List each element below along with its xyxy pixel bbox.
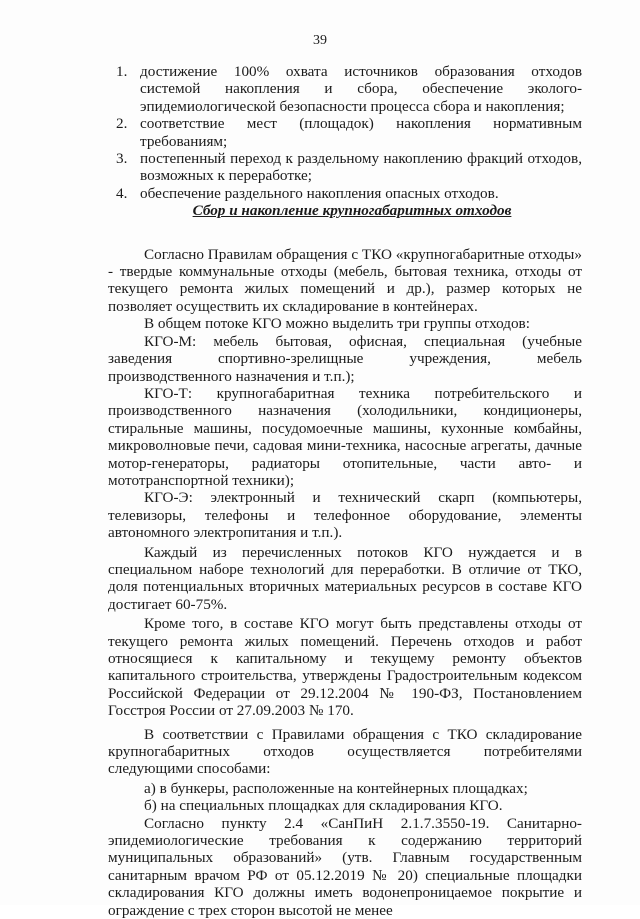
list-item [108,150,582,185]
paragraph-kgo-t: КГО-Т: крупногабаритная техника потребительского и производственного назначения (холодильники, кондиционеры, стиральные машины, посудомоечные машины, кухонные комбайны, микроволновые печи, садовая мини-техника, насосные агрегаты, дачные мотор-генераторы, радиаторы отопительные, части авто- и мототранспортной техники); [108,384,582,489]
paragraph-option-a: а) в бункеры, расположенные на контейнерных площадках; [144,779,528,797]
spacer [108,220,582,246]
list-item-text: обеспечение раздельного накопления опасных отходов. [140,184,499,202]
list-item-number: 2. [116,115,128,133]
numbered-list [108,63,582,202]
list-item-number: 4. [116,184,128,202]
list-item [108,115,582,150]
page-content [108,63,582,919]
paragraph-kgo-e: КГО-Э: электронный и технический скарп (компьютеры, телевизоры, телефоны и телефонное оборудование, элементы автономного электропитания и т.п.). [108,489,582,542]
paragraph-storage-rules: В соответствии с Правилами обращения с ТКО складирование крупногабаритных отходов осуществляется потребителями следующими способами: [108,725,582,778]
paragraph-option-b: б) на специальных площадках для складирования КГО. [144,797,503,815]
paragraph-groups-intro: В общем потоке КГО можно выделить три группы отходов: [144,315,530,333]
paragraph-repair-waste: Кроме того, в составе КГО могут быть представлены отходы от текущего ремонта жилых помещений. Перечень отходов и работ относящиеся к капитальному и текущему ремонту объектов капитального строительства, утверждены Градостроительным кодексом Российской Федерации от 29.12.2004 № 190-ФЗ, Постановлением Госстроя России от 27.09.2003 № 170. [108,615,582,720]
list-item-text: достижение 100% охвата источников образования отходов системой накопления и сбора, обеспечение эколого-эпидемиологической безопасности процесса сбора и накопления; [140,63,582,115]
page-number: 39 [313,33,327,48]
paragraph-technologies: Каждый из перечисленных потоков КГО нуждается и в специальном наборе технологий для переработки. В отличие от ТКО, доля потенциальных вторичных материальных ресурсов в составе КГО достигает 60-75%. [108,543,582,613]
section-heading: Сбор и накопление крупногабаритных отходов [192,202,512,220]
list-item-text: соответствие мест (площадок) накопления нормативным требованиям; [140,115,582,150]
list-item-text: постепенный переход к раздельному накоплению фракций отходов, возможных к переработке; [140,150,582,185]
paragraph-sanpin: Согласно пункту 2.4 «СанПиН 2.1.7.3550-19. Санитарно-эпидемиологические требования к содержанию территорий муниципальных образований» (утв. Главным государственным санитарным врачом РФ от 05.12.2019 № 20) специальные площадки складирования КГО должны иметь водонепроницаемое покрытие и ограждение с трех сторон высотой не менее [108,814,582,919]
paragraph-definition: Согласно Правилам обращения с ТКО «крупногабаритные отходы» - твердые коммунальные отходы (мебель, бытовая техника, отходы от текущего ремонта жилых помещений и др.), размер которых не позволяет осуществить их складирование в контейнерах. [108,245,582,315]
paragraph-kgo-m: КГО-М: мебель бытовая, офисная, специальная (учебные заведения спортивно-зрелищные учреждения, мебель производственного назначения и т.п.); [108,332,582,385]
list-item-number: 3. [116,150,128,168]
list-item-number: 1. [116,63,128,80]
list-item [108,185,582,202]
list-item [108,63,582,115]
